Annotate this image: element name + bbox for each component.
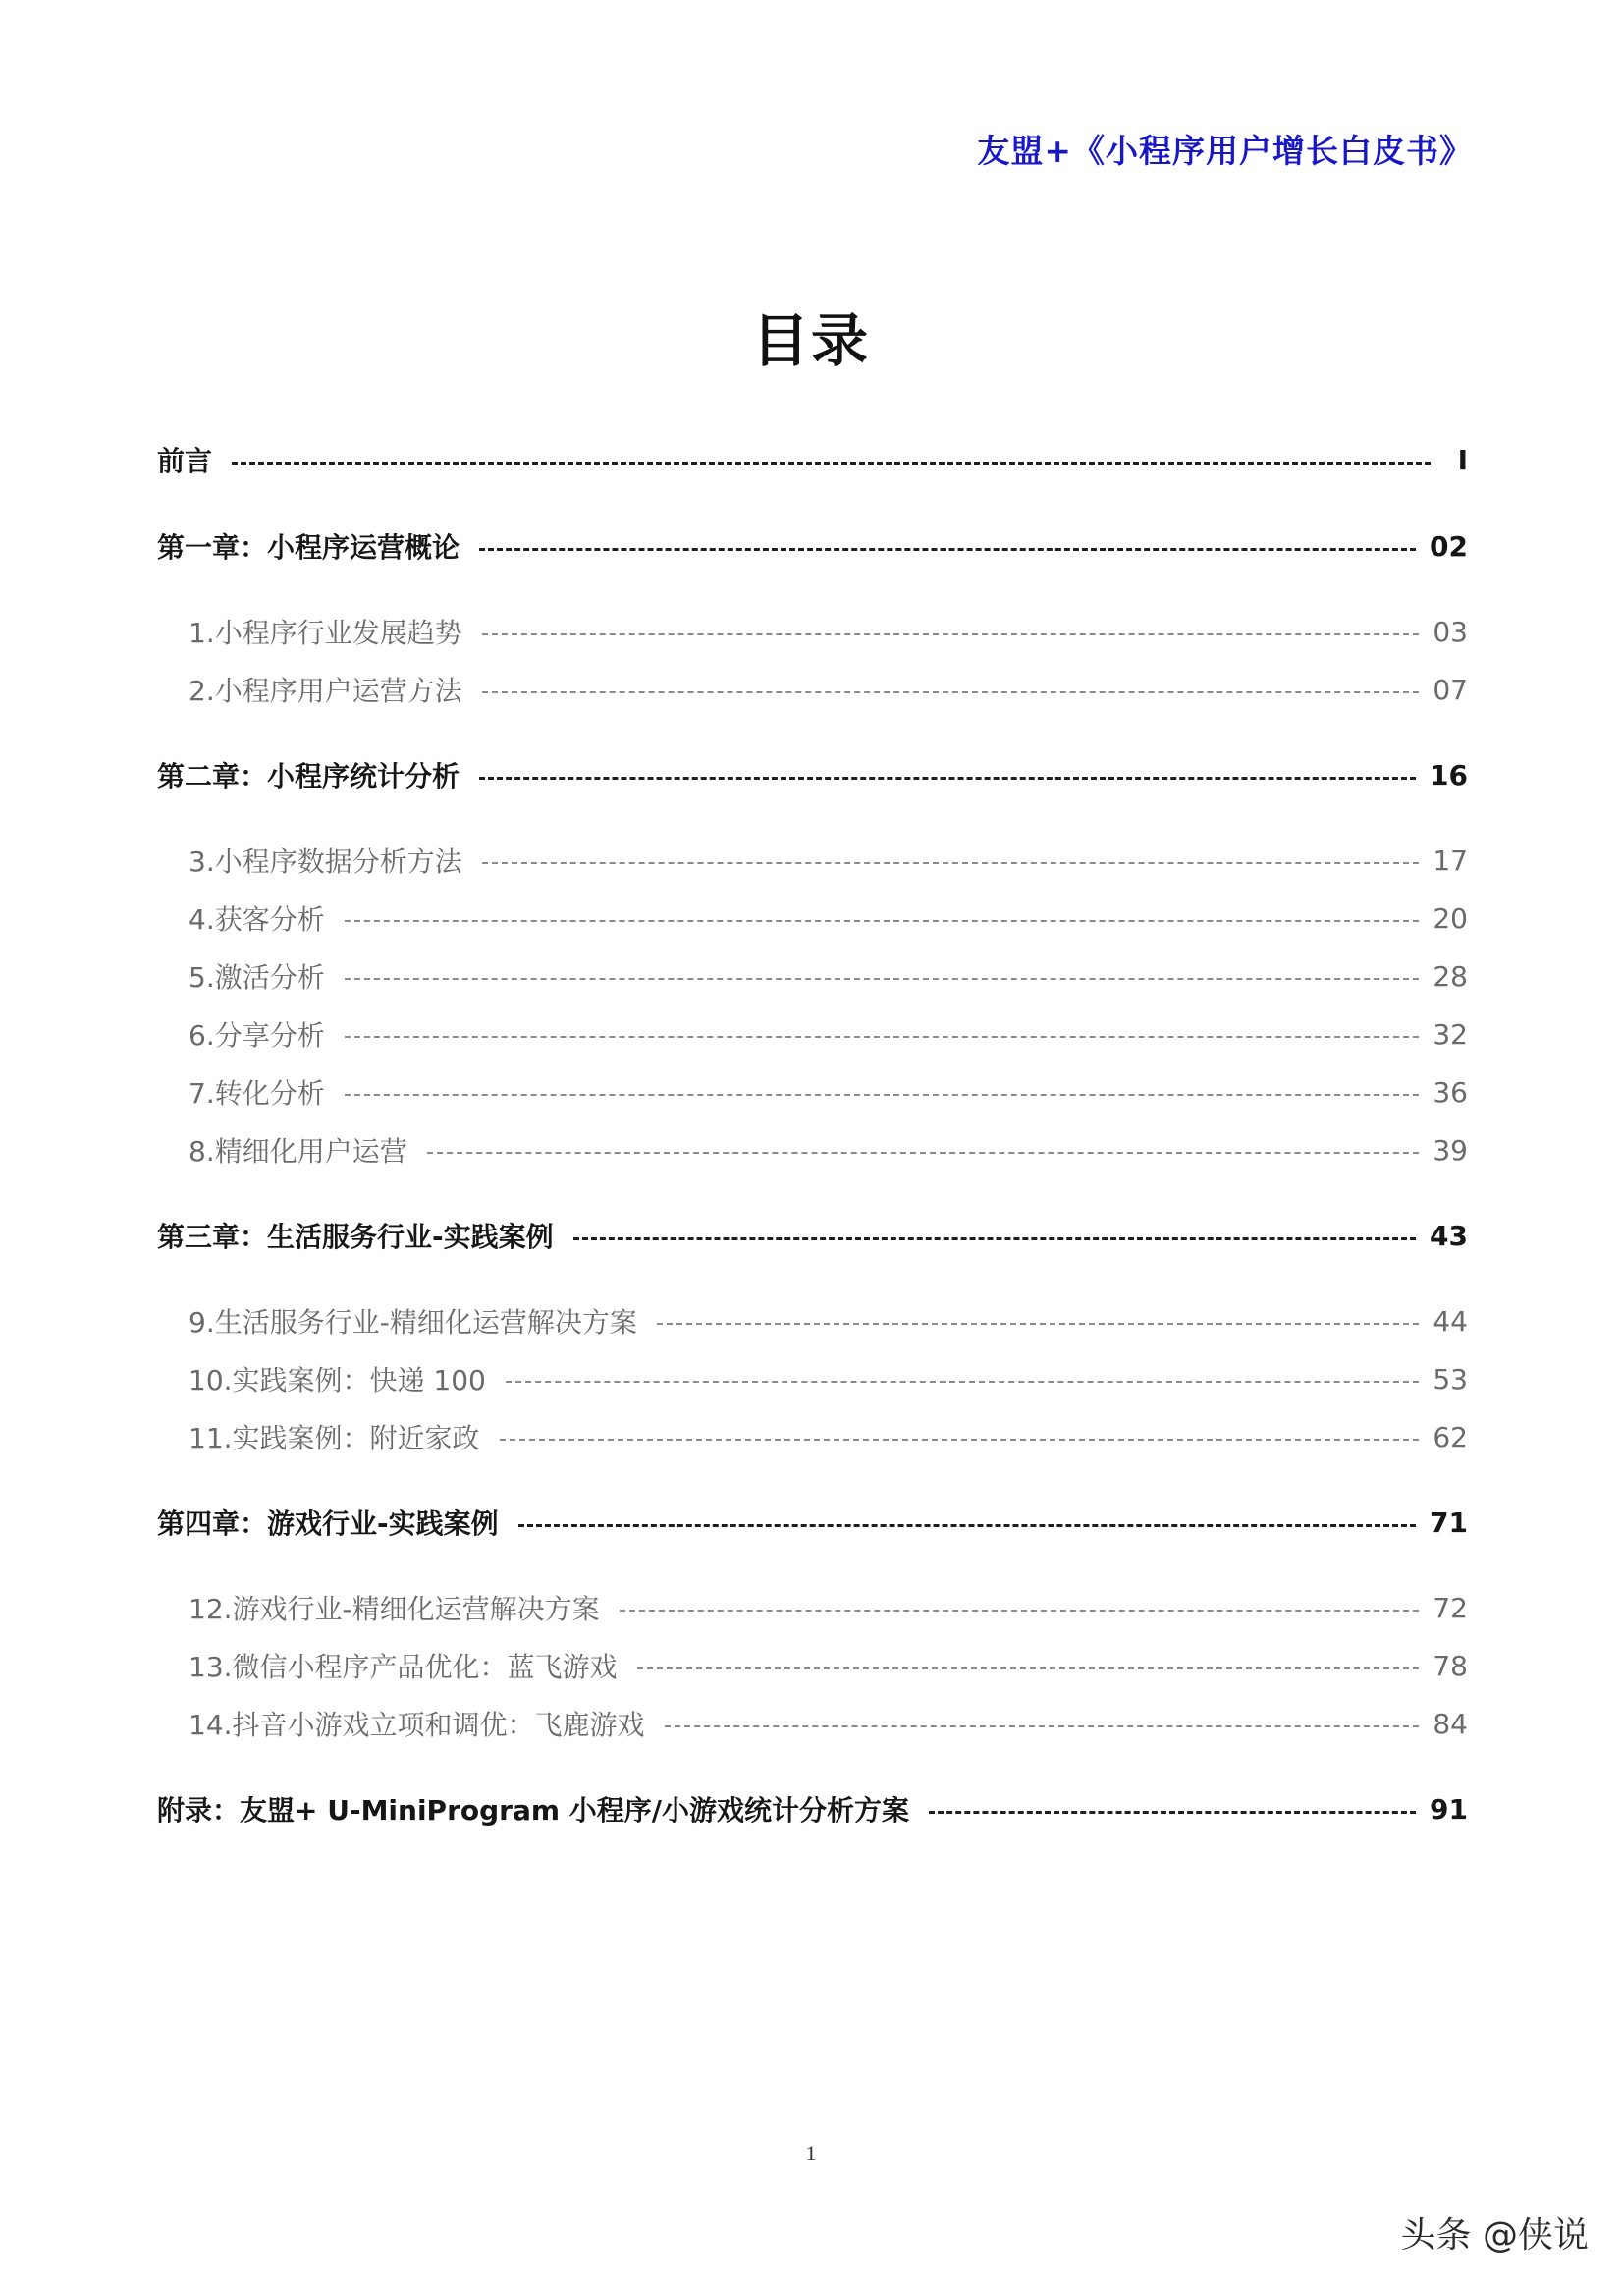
toc-dot-leader — [482, 633, 1420, 635]
toc-entry-section-2[interactable] — [189, 668, 1468, 711]
toc-dot-leader — [518, 1524, 1416, 1527]
toc-entry-page: 28 — [1433, 959, 1468, 993]
page-title: 目录 — [751, 307, 870, 374]
toc-dot-leader — [573, 1237, 1416, 1240]
toc-dot-leader — [620, 1610, 1420, 1612]
toc-entry-chapter-4[interactable] — [157, 1501, 1468, 1544]
toc-dot-leader — [500, 1439, 1420, 1441]
toc-entry-page: 78 — [1433, 1649, 1468, 1682]
toc-entry-page: 03 — [1433, 615, 1468, 648]
toc-dot-leader — [482, 691, 1420, 693]
toc-entry-page: 91 — [1430, 1792, 1468, 1826]
toc-entry-label: 1.小程序行业发展趋势 — [189, 617, 462, 649]
toc-entry-page: 62 — [1433, 1420, 1468, 1453]
toc-entry-page: 53 — [1433, 1362, 1468, 1395]
toc-entry-chapter-3[interactable] — [157, 1214, 1468, 1257]
toc-entry-page: 17 — [1433, 844, 1468, 877]
toc-entry-section-1[interactable] — [189, 610, 1468, 653]
toc-entry-label: 前言 — [157, 445, 213, 477]
toc-entry-label: 4.获客分析 — [189, 903, 325, 936]
toc-entry-section-9[interactable] — [189, 1299, 1468, 1342]
toc-dot-leader — [929, 1811, 1416, 1814]
toc-dot-leader — [345, 1036, 1420, 1038]
toc-dot-leader — [657, 1323, 1420, 1325]
toc-entry-section-14[interactable] — [189, 1702, 1468, 1745]
toc-entry-page: I — [1457, 443, 1468, 476]
toc-entry-section-6[interactable] — [189, 1012, 1468, 1056]
toc-entry-label: 12.游戏行业-精细化运营解决方案 — [189, 1593, 600, 1625]
toc-dot-leader — [482, 862, 1420, 864]
toc-dot-leader — [345, 1094, 1420, 1096]
toc-entry-page: 36 — [1433, 1075, 1468, 1109]
toc-entry-label: 第四章：游戏行业-实践案例 — [157, 1507, 499, 1540]
toc-entry-page: 20 — [1433, 902, 1468, 935]
toc-entry-section-11[interactable] — [189, 1415, 1468, 1458]
toc-entry-appendix[interactable] — [157, 1787, 1468, 1831]
document-header-title: 友盟+《小程序用户增长白皮书》 — [977, 132, 1473, 170]
toc-entry-label: 2.小程序用户运营方法 — [189, 675, 462, 707]
toc-entry-section-5[interactable] — [189, 955, 1468, 998]
toc-entry-page: 84 — [1433, 1707, 1468, 1740]
toc-entry-chapter-2[interactable] — [157, 753, 1468, 796]
toc-dot-leader — [232, 462, 1431, 465]
toc-entry-label: 10.实践案例：快递 100 — [189, 1364, 486, 1396]
toc-entry-page: 39 — [1433, 1133, 1468, 1167]
toc-entry-section-10[interactable] — [189, 1357, 1468, 1400]
toc-dot-leader — [637, 1667, 1420, 1669]
toc-entry-page: 32 — [1433, 1017, 1468, 1051]
toc-dot-leader — [345, 978, 1420, 980]
toc-entry-label: 13.微信小程序产品优化：蓝飞游戏 — [189, 1651, 618, 1683]
toc-entry-label: 第二章：小程序统计分析 — [157, 760, 460, 793]
toc-entry-label: 第三章：生活服务行业-实践案例 — [157, 1221, 554, 1253]
toc-entry-label: 11.实践案例：附近家政 — [189, 1422, 480, 1454]
toc-dot-leader — [427, 1152, 1420, 1154]
toc-entry-page: 71 — [1430, 1505, 1468, 1539]
toc-entry-section-3[interactable] — [189, 839, 1468, 882]
toc-entry-page: 43 — [1430, 1219, 1468, 1252]
watermark-text: 头条 @侠说 — [1400, 2215, 1589, 2256]
toc-entry-label: 7.转化分析 — [189, 1077, 325, 1110]
toc-entry-page: 72 — [1433, 1591, 1468, 1624]
toc-dot-leader — [345, 920, 1420, 922]
page-number: 1 — [805, 2141, 817, 2165]
toc-entry-label: 3.小程序数据分析方法 — [189, 846, 462, 878]
toc-entry-label: 5.激活分析 — [189, 961, 325, 994]
toc-entry-label: 附录：友盟+ U-MiniProgram 小程序/小游戏统计分析方案 — [157, 1794, 910, 1827]
toc-entry-label: 第一章：小程序运营概论 — [157, 531, 460, 564]
toc-entry-section-4[interactable] — [189, 897, 1468, 940]
toc-entry-section-8[interactable] — [189, 1128, 1468, 1172]
toc-entry-page: 07 — [1433, 673, 1468, 706]
toc-entry-chapter-1[interactable] — [157, 524, 1468, 568]
toc-entry-label: 8.精细化用户运营 — [189, 1135, 407, 1168]
toc-dot-leader — [506, 1381, 1419, 1383]
toc-entry-label: 6.分享分析 — [189, 1019, 325, 1052]
toc-entry-section-13[interactable] — [189, 1644, 1468, 1687]
toc-entry-preface[interactable] — [157, 438, 1468, 481]
toc-entry-section-7[interactable] — [189, 1070, 1468, 1114]
toc-entry-label: 14.抖音小游戏立项和调优：飞鹿游戏 — [189, 1709, 645, 1741]
toc-entry-page: 16 — [1430, 758, 1468, 792]
toc-dot-leader — [665, 1725, 1420, 1727]
toc-entry-page: 02 — [1430, 529, 1468, 563]
toc-entry-label: 9.生活服务行业-精细化运营解决方案 — [189, 1306, 637, 1339]
toc-entry-page: 44 — [1433, 1304, 1468, 1338]
toc-entry-section-12[interactable] — [189, 1586, 1468, 1629]
toc-dot-leader — [479, 548, 1416, 551]
toc-dot-leader — [479, 777, 1416, 780]
